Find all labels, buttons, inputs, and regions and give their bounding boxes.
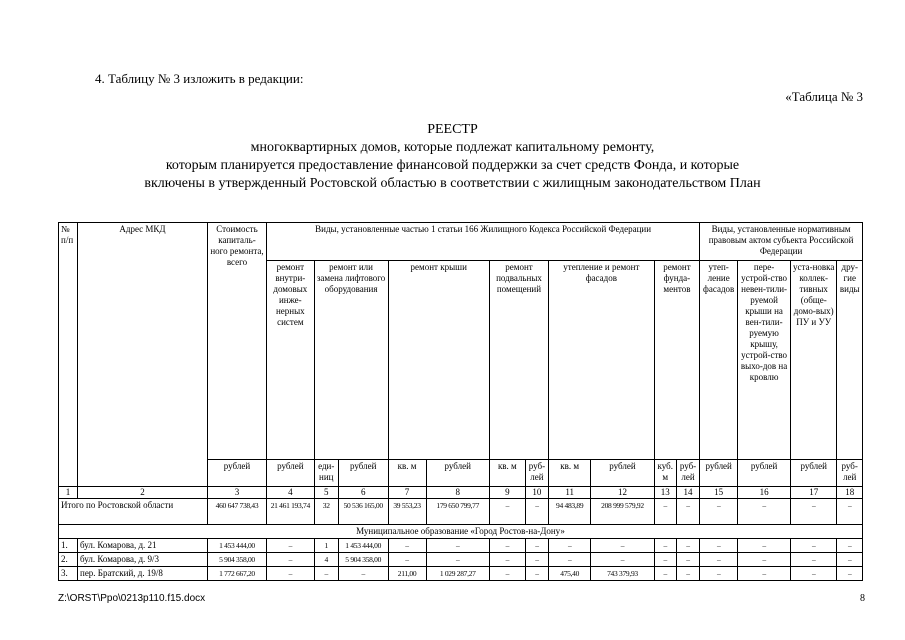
row-value: – bbox=[738, 539, 791, 553]
unit-cell: рублей bbox=[790, 460, 836, 487]
unit-cell: еди-ниц bbox=[314, 460, 338, 487]
intro-text: 4. Таблицу № 3 изложить в редакции: bbox=[95, 71, 304, 86]
unit-cell: куб. м bbox=[654, 460, 676, 487]
total-value: 39 553,23 bbox=[388, 499, 426, 525]
unit-cell: рублей bbox=[426, 460, 489, 487]
header-facade: утепление и ремонт фасадов bbox=[549, 261, 655, 460]
row-value: – bbox=[790, 553, 836, 567]
header-lift: ремонт или замена лифтового оборудования bbox=[314, 261, 388, 460]
unit-cell: руб-лей bbox=[837, 460, 863, 487]
unit-cell: руб-лей bbox=[525, 460, 548, 487]
row-address: пер. Братский, д. 19/8 bbox=[78, 567, 208, 581]
total-value: – bbox=[837, 499, 863, 525]
column-number: 5 bbox=[314, 487, 338, 499]
total-value: – bbox=[676, 499, 699, 525]
row-value: – bbox=[700, 567, 738, 581]
column-number: 16 bbox=[738, 487, 791, 499]
municipality-header: Муниципальное образование «Город Ростов-на-Дону» bbox=[59, 525, 863, 539]
column-number: 2 bbox=[78, 487, 208, 499]
row-value: – bbox=[654, 567, 676, 581]
row-value: 1 029 287,27 bbox=[426, 567, 489, 581]
row-value: 1 772 667,20 bbox=[207, 567, 266, 581]
header-foundation: ремонт фунда-ментов bbox=[654, 261, 699, 460]
header-roof: ремонт крыши bbox=[388, 261, 489, 460]
column-number: 1 bbox=[59, 487, 78, 499]
row-value: – bbox=[790, 539, 836, 553]
column-number: 13 bbox=[654, 487, 676, 499]
column-number: 14 bbox=[676, 487, 699, 499]
row-value: 1 453 444,00 bbox=[207, 539, 266, 553]
row-value: – bbox=[676, 539, 699, 553]
row-value: – bbox=[314, 567, 338, 581]
row-value: 5 904 358,00 bbox=[338, 553, 388, 567]
row-value: – bbox=[700, 553, 738, 567]
row-value: 4 bbox=[314, 553, 338, 567]
unit-cell: рублей bbox=[591, 460, 654, 487]
unit-cell: рублей bbox=[338, 460, 388, 487]
row-value: – bbox=[267, 539, 315, 553]
row-value: 1 453 444,00 bbox=[338, 539, 388, 553]
total-value: – bbox=[700, 499, 738, 525]
total-value: 21 461 193,74 bbox=[267, 499, 315, 525]
table-row bbox=[59, 539, 863, 553]
column-numbers-row bbox=[59, 487, 863, 499]
row-value: – bbox=[426, 553, 489, 567]
header-reroof: пере-устрой-ство невен-тили-руемой крыши на вен-тили-руемую крышу, устрой-ство выхо-дов на кровлю bbox=[738, 261, 791, 460]
column-number: 18 bbox=[837, 487, 863, 499]
header-other: дру-гие виды bbox=[837, 261, 863, 460]
total-value: – bbox=[489, 499, 525, 525]
total-row bbox=[59, 499, 863, 525]
row-number: 2. bbox=[59, 553, 78, 567]
unit-cell: руб-лей bbox=[676, 460, 699, 487]
row-value: – bbox=[426, 539, 489, 553]
row-value: – bbox=[591, 553, 654, 567]
total-value: 50 536 165,00 bbox=[338, 499, 388, 525]
header-insulation: утеп-ление фасадов bbox=[700, 261, 738, 460]
row-value: – bbox=[525, 567, 548, 581]
unit-cell: рублей bbox=[267, 460, 315, 487]
row-number: 3. bbox=[59, 567, 78, 581]
row-value: – bbox=[525, 539, 548, 553]
row-number: 1. bbox=[59, 539, 78, 553]
total-value: 208 999 579,92 bbox=[591, 499, 654, 525]
footer-file-path: Z:\ORST\Ppo\0213p110.f15.docx bbox=[58, 593, 206, 604]
row-value: – bbox=[738, 553, 791, 567]
row-value: 5 904 358,00 bbox=[207, 553, 266, 567]
column-number: 4 bbox=[267, 487, 315, 499]
row-value: – bbox=[654, 553, 676, 567]
row-value: – bbox=[388, 553, 426, 567]
row-value: – bbox=[549, 553, 591, 567]
row-value: – bbox=[489, 539, 525, 553]
column-number: 6 bbox=[338, 487, 388, 499]
title-line-1: РЕЕСТР bbox=[427, 122, 478, 137]
total-value: – bbox=[738, 499, 791, 525]
row-value: – bbox=[738, 567, 791, 581]
unit-cell: рублей bbox=[738, 460, 791, 487]
row-value: – bbox=[267, 567, 315, 581]
total-label: Итого по Ростовской области bbox=[59, 499, 208, 525]
column-number: 10 bbox=[525, 487, 548, 499]
header-group-regional: Виды, установленные нормативным правовым актом субъекта Российской Федерации bbox=[700, 223, 863, 261]
unit-cell: рублей bbox=[207, 460, 266, 487]
row-value: – bbox=[489, 553, 525, 567]
row-value: 475,40 bbox=[549, 567, 591, 581]
total-value: 460 647 738,43 bbox=[207, 499, 266, 525]
unit-cell: кв. м bbox=[388, 460, 426, 487]
header-basement: ремонт подвальных помещений bbox=[489, 261, 548, 460]
row-value: – bbox=[338, 567, 388, 581]
row-value: – bbox=[700, 539, 738, 553]
table-row bbox=[59, 553, 863, 567]
row-value: – bbox=[837, 553, 863, 567]
row-value: – bbox=[489, 567, 525, 581]
row-value: – bbox=[549, 539, 591, 553]
row-value: – bbox=[790, 567, 836, 581]
header-group-article-166: Виды, установленные частью 1 статьи 166 Жилищного Кодекса Российской Федерации bbox=[267, 223, 700, 261]
total-value: – bbox=[654, 499, 676, 525]
total-value: 179 650 799,77 bbox=[426, 499, 489, 525]
title-line-3: которым планируется предоставление финансовой поддержки за счет средств Фонда, и которые bbox=[165, 158, 740, 173]
row-address: бул. Комарова, д. 21 bbox=[78, 539, 208, 553]
total-value: 94 483,89 bbox=[549, 499, 591, 525]
row-value: 1 bbox=[314, 539, 338, 553]
registry-table bbox=[58, 222, 863, 581]
header-cost: Стоимость капиталь-ного ремонта, всего bbox=[207, 223, 266, 460]
row-value: – bbox=[388, 539, 426, 553]
row-address: бул. Комарова, д. 9/3 bbox=[78, 553, 208, 567]
column-number: 9 bbox=[489, 487, 525, 499]
total-value: 32 bbox=[314, 499, 338, 525]
page-number: 8 bbox=[860, 593, 865, 604]
unit-cell: рублей bbox=[700, 460, 738, 487]
row-value: – bbox=[837, 567, 863, 581]
column-number: 3 bbox=[207, 487, 266, 499]
unit-cell: кв. м bbox=[549, 460, 591, 487]
column-number: 15 bbox=[700, 487, 738, 499]
column-number: 17 bbox=[790, 487, 836, 499]
registry-title bbox=[0, 121, 905, 193]
row-value: – bbox=[837, 539, 863, 553]
title-line-2: многоквартирных домов, которые подлежат капитальному ремонту, bbox=[250, 140, 655, 155]
row-value: – bbox=[591, 539, 654, 553]
column-number: 7 bbox=[388, 487, 426, 499]
column-number: 8 bbox=[426, 487, 489, 499]
table-row bbox=[59, 567, 863, 581]
row-value: – bbox=[654, 539, 676, 553]
title-line-4: включены в утвержденный Ростовской областью в соответствии с жилищным законодательством План bbox=[144, 176, 761, 191]
row-value: – bbox=[267, 553, 315, 567]
unit-cell: кв. м bbox=[489, 460, 525, 487]
total-value: – bbox=[525, 499, 548, 525]
row-value: – bbox=[676, 567, 699, 581]
row-value: – bbox=[525, 553, 548, 567]
total-value: – bbox=[790, 499, 836, 525]
header-meters: уста-новка коллек-тивных (обще-домо-вых) ПУ и УУ bbox=[790, 261, 836, 460]
column-number: 11 bbox=[549, 487, 591, 499]
table-reference: «Таблица № 3 bbox=[785, 89, 863, 104]
row-value: – bbox=[676, 553, 699, 567]
header-address: Адрес МКД bbox=[78, 223, 208, 487]
column-number: 12 bbox=[591, 487, 654, 499]
header-num: № п/п bbox=[59, 223, 78, 487]
row-value: 743 379,93 bbox=[591, 567, 654, 581]
header-systems: ремонт внутри-домовых инже-нерных систем bbox=[267, 261, 315, 460]
row-value: 211,00 bbox=[388, 567, 426, 581]
